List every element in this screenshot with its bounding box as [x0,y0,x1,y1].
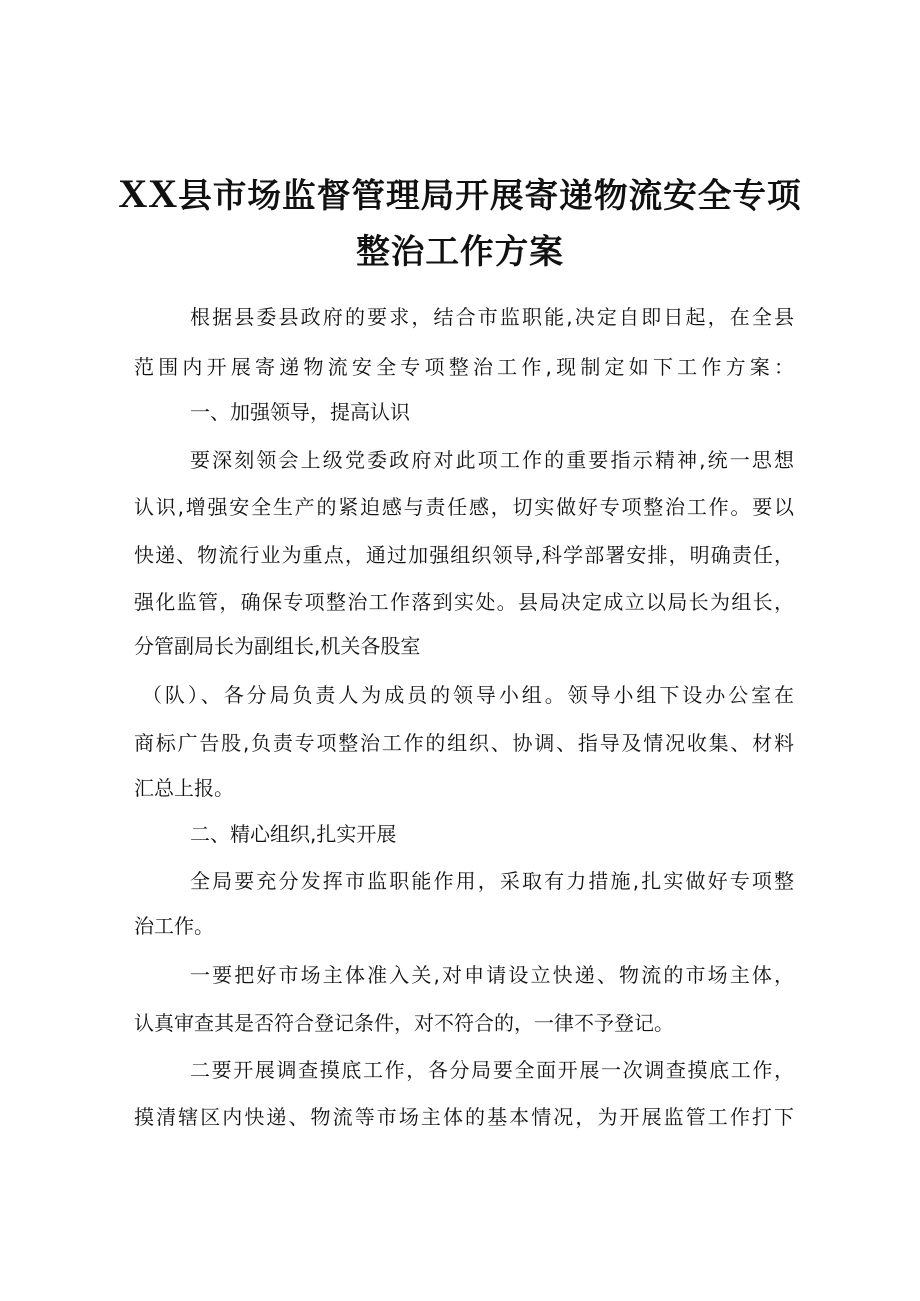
title-prefix: XX [118,171,179,216]
paragraph-leadership-line-1: 要深刻领会上级党委政府对此项工作的重要指示精神,统一思想 [190,448,794,472]
document-title-line-1 [0,171,920,216]
paragraph-group-line-2: 商标广告股,负责专项整治工作的组织、协调、指导及情况收集、材料 [134,731,794,755]
paragraph-survey-line-2: 摸清辖区内快递、物流等市场主体的基本情况，为开展监管工作打下 [134,1105,794,1129]
paragraph-leadership-line-3: 快递、物流行业为重点，通过加强组织领导,科学部署安排，明确责任， [134,543,794,567]
title-text-line-1: 县市场监督管理局开展寄递物流安全专项 [178,176,802,215]
paragraph-organize-line-1: 全局要充分发挥市监职能作用，采取有力措施,扎实做好专项整 [190,869,794,893]
section-heading-2: 二、精心组织,扎实开展 [190,822,397,846]
document-title-line-2: 整治工作方案 [356,232,564,271]
paragraph-group-line-1: （队）、各分局负责人为成员的领导小组。领导小组下设办公室在 [142,683,794,707]
paragraph-organize-line-2: 治工作。 [134,914,214,938]
paragraph-leadership-line-4: 强化监管，确保专项整治工作落到实处。县局决定成立以局长为组长， [134,590,794,614]
paragraph-intro-line-1: 根据县委县政府的要求，结合市监职能,决定自即日起，在全县 [190,305,794,329]
paragraph-leadership-line-5: 分管副局长为副组长,机关各股室 [134,634,421,658]
paragraph-access-line-2: 认真审查其是否符合登记条件，对不符合的，一律不予登记。 [134,1011,674,1035]
paragraph-survey-line-1: 二要开展调查摸底工作，各分局要全面开展一次调查摸底工作， [190,1058,794,1082]
paragraph-intro-line-2: 范围内开展寄递物流安全专项整治工作,现制定如下工作方案： [134,355,794,379]
paragraph-access-line-1: 一要把好市场主体准入关,对申请设立快递、物流的市场主体， [190,963,794,987]
section-heading-1: 一、加强领导，提高认识 [190,400,410,424]
paragraph-group-line-3: 汇总上报。 [134,776,234,800]
paragraph-leadership-line-2: 认识,增强安全生产的紧迫感与责任感，切实做好专项整治工作。要以 [134,495,794,519]
